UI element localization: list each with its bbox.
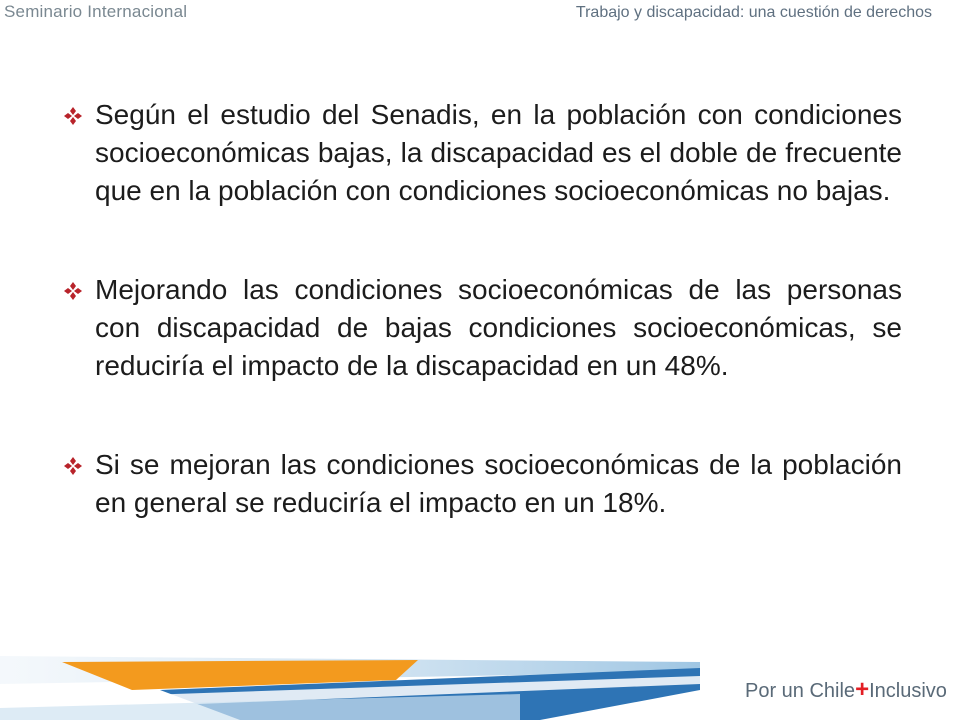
four-diamond-bullet-icon	[64, 107, 82, 125]
bullet-item	[62, 96, 902, 210]
four-diamond-bullet-icon	[64, 282, 82, 300]
bullet-item	[62, 446, 902, 522]
brand-suffix: Inclusivo	[869, 680, 947, 702]
slide-content	[62, 96, 902, 583]
brand-plus-icon: +	[855, 676, 870, 703]
bullet-text: Si se mejoran las condiciones socioeconómicas de la población en general se reduciría el impacto en un 18%.	[95, 449, 902, 518]
brand-prefix: Por un Chile	[745, 680, 856, 702]
brand-logo	[745, 676, 947, 704]
footer-stripes	[0, 650, 720, 720]
four-diamond-bullet-icon	[64, 457, 82, 475]
bullet-text: Mejorando las condiciones socioeconómicas de las personas con discapacidad de bajas condiciones socioeconómicas, se reduciría el impacto de la discapacidad en un 48%.	[95, 274, 902, 381]
bullet-text: Según el estudio del Senadis, en la población con condiciones socioeconómicas bajas, la discapacidad es el doble de frecuente que en la población con condiciones socioeconómicas no bajas.	[95, 99, 902, 206]
seminar-title: Seminario Internacional	[4, 2, 188, 21]
bullet-item	[62, 271, 902, 385]
seminar-subtitle: Trabajo y discapacidad: una cuestión de derechos	[575, 4, 932, 21]
